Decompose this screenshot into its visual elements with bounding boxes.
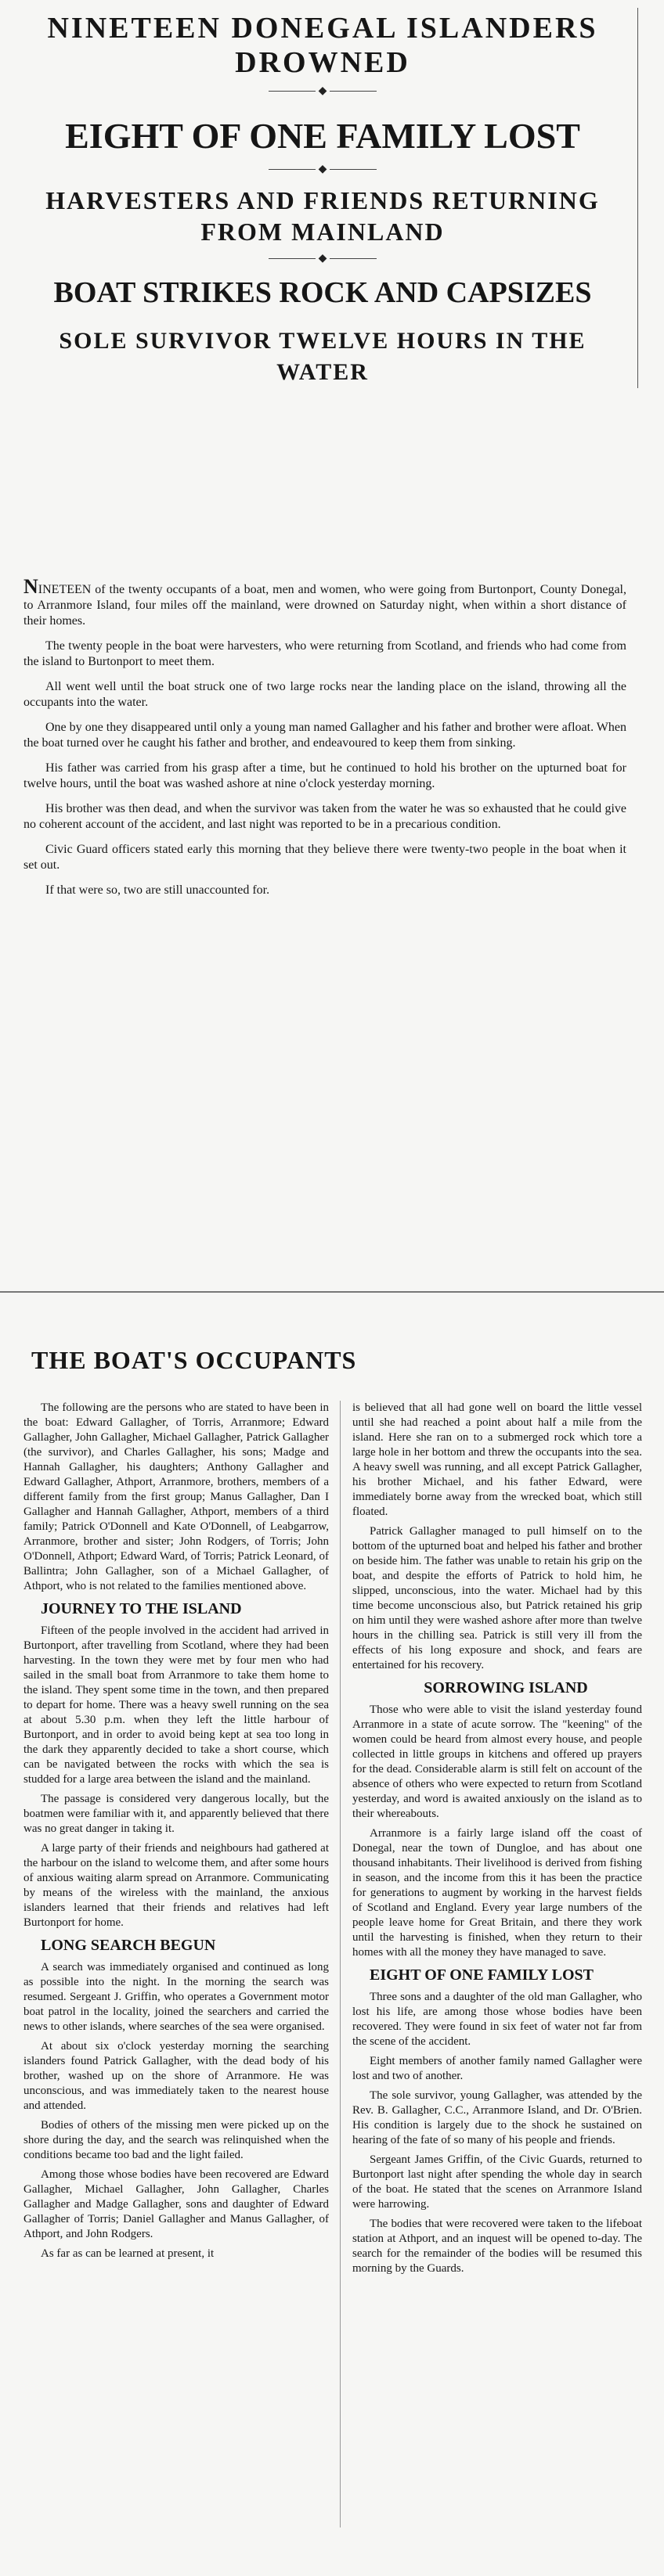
lead-paragraph: The twenty people in the boat were harvesters, who were returning from Scotland, and friends who had come from the island to Burtonport to meet them. xyxy=(23,639,626,668)
article-paragraph: A large party of their friends and neighbours had gathered at the harbour on the island to welcome them, and after some hours of anxious waiting alarm spread on Arranmore. Communicating by means of the wireless with the mainland, the anxious islanders learned that their friends and relatives had left Burtonport for home. xyxy=(23,1842,329,1929)
separator: ◆ xyxy=(17,85,628,99)
article-paragraph: A search was immediately organised and continued as long as possible into the night. In the morning the search was resumed. Sergeant J. Griffin, who operates a Government motor boat patrol in the locality, joined the searchers and carried the news to other islands, where searches of the sea were organised. xyxy=(23,1961,329,2033)
article-paragraph: Bodies of others of the missing men were picked up on the shore during the day, and the search was relinquished when the conditions became too bad and the light failed. xyxy=(23,2119,329,2161)
article-paragraph: is believed that all had gone well on board the little vessel until she had reached a point about half a mile from the island. Here she ran on to a submerged rock which tore a large hole in her bottom and threw the occupants into the sea. A heavy swell was running, and all except Patrick Gallagher, his brother Michael, and his father Edward, were immediately borne away from the wrecked boat, which still floated. xyxy=(352,1401,642,1518)
article-paragraph: Arranmore is a fairly large island off the coast of Donegal, near the town of Dungloe, and has about one thousand inhabitants. Their livelihood is derived from fishing in season, and the income from this it has been the practice for generations to augment by working in the harvest fields of Scotland and England. Every year large numbers of the people leave home for Great Britain, and there they work until the harvesting is finished, when they return to their homes with all the money they have managed to save. xyxy=(352,1827,642,1959)
article-paragraph: Eight members of another family named Gallagher were lost and two of another. xyxy=(352,2055,642,2082)
lead-paragraph: His brother was then dead, and when the survivor was taken from the water he was so exhausted that he could give no coherent account of the accident, and last night was reported to be in a precarious condition. xyxy=(23,802,626,831)
headline-boat-strikes: BOAT STRIKES ROCK AND CAPSIZES xyxy=(53,276,592,309)
subheading: EIGHT OF ONE FAMILY LOST xyxy=(370,1966,594,1984)
article-paragraph: At about six o'clock yesterday morning the searching islanders found Patrick Gallagher, with the dead body of his brother, washed up on the shore of Arranmore. He was unconscious, and was immediately taken to the nearest house and attended. xyxy=(23,2040,329,2112)
headline-sole-survivor: SOLE SURVIVOR TWELVE HOURS IN THE WATER xyxy=(59,328,586,385)
separator: ◆ xyxy=(17,252,628,266)
article-paragraph: Sergeant James Griffin, of the Civic Guards, returned to Burtonport last night after spending the whole day in search of the boat. He stated that the scenes on Arranmore Island were harrowing. xyxy=(352,2153,642,2211)
lead-paragraph: NINETEEN of the twenty occupants of a boat, men and women, who were going from Burtonport, County Donegal, to Arranmore Island, four miles off the mainland, were drowned on Saturday night, when within a short distance of their homes. xyxy=(23,575,626,628)
section-heading: THE BOAT'S OCCUPANTS xyxy=(31,1346,357,1374)
article-paragraph: The following are the persons who are stated to have been in the boat: Edward Gallagher, of Torris, Arranmore; Edward Gallagher, John Gallagher, Michael Gallagher, Patrick Gallagher (the survivor), and Charles Gallagher, his sons; Madge and Hannah Gallagher, his daughters; Anthony Gallagher and Edward Gallagher, Athport, Arranmore, brothers, members of a different family from the first group; Manus Gallagher, Dan I Gallagher and Hannah Gallagher, Athport, members of a third family; Patrick O'Donnell and Kate O'Donnell, of Leabgarrow, Arranmore, brother and sister; John Rodgers, of Torris; John O'Donnell, Athport; Edward Ward, of Torris; Patrick Leonard, of Ballintra; John Gallagher, son of a Michael Gallagher, of Athport, who is not related to the families mentioned above. xyxy=(23,1401,329,1592)
subheading: SORROWING ISLAND xyxy=(424,1679,588,1696)
article-paragraph: Those who were able to visit the island yesterday found Arranmore in a state of acute sorrow. The "keening" of the women could be heard from almost every house, and people collected in little groups in kitchens and offered up prayers for the dead. Considerable alarm is still felt on account of the absence of others who were expected to return from Scotland yesterday, and word is awaited anxiously on the island as to their whereabouts. xyxy=(352,1704,642,1820)
section-divider xyxy=(0,1291,664,1293)
lead-paragraph: All went well until the boat struck one of two large rocks near the landing place on the island, throwing all the occupants into the water. xyxy=(23,680,626,709)
headline-family-lost: EIGHT OF ONE FAMILY LOST xyxy=(65,116,580,156)
lead-paragraph: One by one they disappeared until only a young man named Gallagher and his father and brother were afloat. When the boat turned over he caught his father and brother, and endeavoured to keep them from sinking. xyxy=(23,721,626,750)
lead-paragraph: If that were so, two are still unaccounted for. xyxy=(45,883,270,897)
column-left xyxy=(23,1401,329,2266)
article-paragraph: Fifteen of the people involved in the accident had arrived in Burtonport, after travelling from Scotland, where they had been harvesting. In the town they were met by four men who had sailed in the small boat from Arranmore to take them home to the island. They spent some time in the town, and then prepared to depart for home. There was a heavy swell running on the sea at about 5.30 p.m. when they left the little harbour of Burtonport, and in order to avoid being kept at sea too long in the dark they apparently decided to take a short course, which can be navigated between the rocks with which the sea is studded for a large area between the island and the mainland. xyxy=(23,1624,329,1786)
article-paragraph: The sole survivor, young Gallagher, was attended by the Rev. B. Gallagher, C.C., Arranmore Island, and Dr. O'Brien. His condition is largely due to the shock he sustained on hearing of the fate of so many of his people and friends. xyxy=(352,2089,642,2146)
lead-paragraph: His father was carried from his grasp after a time, but he continued to hold his brother on the upturned boat for twelve hours, until the boat was washed ashore at nine o'clock yesterday morning. xyxy=(23,761,626,790)
headline-main: NINETEEN DONEGAL ISLANDERS DROWNED xyxy=(47,12,598,79)
lead-article xyxy=(23,575,626,908)
drop-cap: N xyxy=(23,575,38,598)
subheading: JOURNEY TO THE ISLAND xyxy=(41,1600,242,1617)
headline-block xyxy=(17,8,638,388)
subheading: LONG SEARCH BEGUN xyxy=(41,1937,216,1954)
headline-harvesters: HARVESTERS AND FRIENDS RETURNING FROM MAINLAND xyxy=(45,186,600,246)
article-paragraph: The passage is considered very dangerous locally, but the boatmen were familiar with it, and apparently believed that there was no great danger in taking it. xyxy=(23,1793,329,1835)
column-divider xyxy=(340,1401,341,2527)
separator: ◆ xyxy=(17,163,628,177)
article-paragraph: Three sons and a daughter of the old man Gallagher, who lost his life, are among those whose bodies have been recovered. They were found in six feet of water not far from the scene of the accident. xyxy=(352,1991,642,2048)
column-right xyxy=(352,1401,642,2281)
article-paragraph: The bodies that were recovered were taken to the lifeboat station at Athport, and an inquest will be opened to-day. The search for the remainder of the bodies will be resumed this morning by the Guards. xyxy=(352,2218,642,2275)
article-paragraph: Patrick Gallagher managed to pull himself on to the bottom of the upturned boat and helped his father and brother on beside him. The father was unable to retain his grip on the boat, and despite the efforts of Patrick to hold him, he slipped, unconscious, into the water. Michael had by this time become unconscious also, but Patrick retained his grip on him until they were washed ashore after more than twelve hours in the chilling sea. Patrick is still very ill from the effects of his long exposure and shock, and fears are entertained for his recovery. xyxy=(352,1525,642,1671)
article-paragraph: Among those whose bodies have been recovered are Edward Gallagher, Michael Gallagher, John Gallagher, Charles Gallagher and Madge Gallagher, sons and daughter of Edward Gallagher of Torris; Daniel Gallagher and Manus Gallagher, of Athport, and John Rodgers. xyxy=(23,2168,329,2240)
lead-paragraph: Civic Guard officers stated early this morning that they believe there were twenty-two people in the boat when it set out. xyxy=(23,843,626,872)
article-paragraph: As far as can be learned at present, it xyxy=(41,2247,215,2260)
